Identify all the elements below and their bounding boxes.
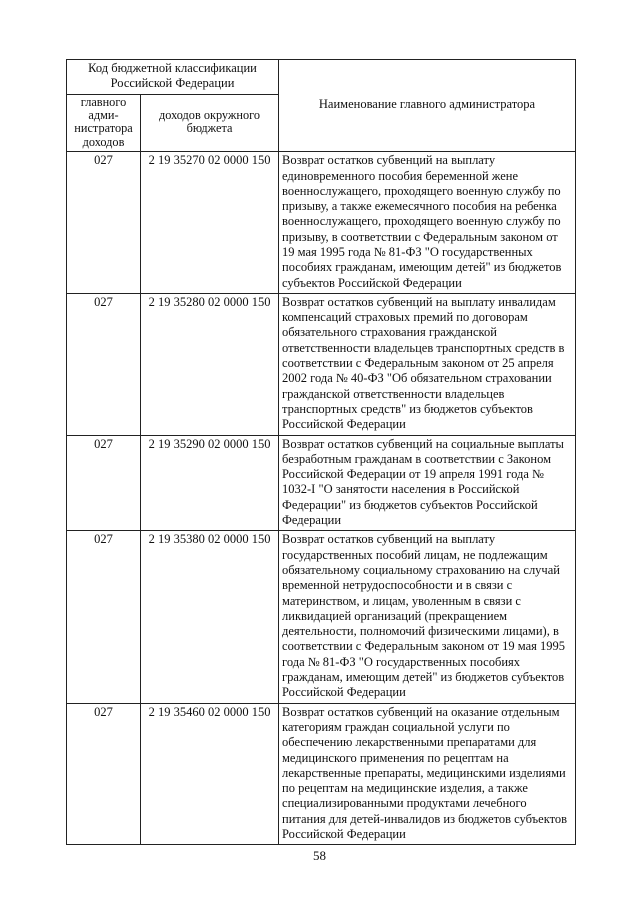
table-row	[67, 293, 576, 435]
row-admin-code: 027	[67, 152, 141, 294]
table-row	[67, 531, 576, 703]
header-administrator-name: Наименование главного администратора	[279, 60, 576, 152]
budget-classification-table	[66, 59, 576, 845]
header-row-top	[67, 60, 576, 95]
row-description: Возврат остатков субвенций на выплату инвалидам компенсаций страховых премий по договорам обязательного страхования гражданской ответственности владельцев транспортных средств в соответствии с Федеральным законом от 25 апреля 2002 года № 40-ФЗ "Об обязательном страховании гражданской ответственности владельцев транспортных средств" из бюджетов субъектов Российской Федерации	[279, 293, 576, 435]
table-header	[67, 60, 576, 152]
row-description: Возврат остатков субвенций на социальные выплаты безработным гражданам в соответствии с Законом Российской Федерации от 19 апреля 1991 года № 1032-I "О занятости населения в Российской Федерации" из бюджетов субъектов Российской Федерации	[279, 435, 576, 531]
header-budget-classification-code: Код бюджетной классификации Российской Федерации	[67, 60, 279, 95]
row-description: Возврат остатков субвенций на выплату единовременного пособия беременной жене военнослужащего, проходящего военную службу по призыву, а также ежемесячного пособия на ребенка военнослужащего, проходящего военную службу по призыву, в соответствии с Федеральным законом от 19 мая 1995 года № 81-ФЗ "О государственных пособиях гражданам, имеющим детей" из бюджетов субъектов Российской Федерации	[279, 152, 576, 294]
header-chief-administrator: главного адми-нистратора доходов	[67, 94, 141, 152]
page-number: 58	[313, 848, 326, 863]
row-revenue-code: 2 19 35270 02 0000 150	[141, 152, 279, 294]
table-body	[67, 152, 576, 845]
row-revenue-code: 2 19 35380 02 0000 150	[141, 531, 279, 703]
row-admin-code: 027	[67, 531, 141, 703]
row-revenue-code: 2 19 35280 02 0000 150	[141, 293, 279, 435]
header-district-budget-revenue: доходов окружного бюджета	[141, 94, 279, 152]
row-revenue-code: 2 19 35460 02 0000 150	[141, 703, 279, 845]
row-description: Возврат остатков субвенций на оказание отдельным категориям граждан социальной услуги по обеспечению лекарственными препаратами для медицинского применения по рецептам на лекарственные препараты, медицинскими изделиями по рецептам на медицинские изделия, а также специализированными продуктами лечебного питания для детей-инвалидов из бюджетов субъектов Российской Федерации	[279, 703, 576, 845]
row-revenue-code: 2 19 35290 02 0000 150	[141, 435, 279, 531]
table-row	[67, 435, 576, 531]
row-admin-code: 027	[67, 435, 141, 531]
row-admin-code: 027	[67, 293, 141, 435]
row-description: Возврат остатков субвенций на выплату государственных пособий лицам, не подлежащим обязательному социальному страхованию на случай временной нетрудоспособности и в связи с материнством, и лицам, уволенным в связи с ликвидацией организаций (прекращением деятельности, полномочий физическими лицами), в соответствии с Федеральным законом от 19 мая 1995 года № 81-ФЗ "О государственных пособиях гражданам, имеющим детей" из бюджетов субъектов Российской Федерации	[279, 531, 576, 703]
row-admin-code: 027	[67, 703, 141, 845]
table-row	[67, 703, 576, 845]
table-row	[67, 152, 576, 294]
